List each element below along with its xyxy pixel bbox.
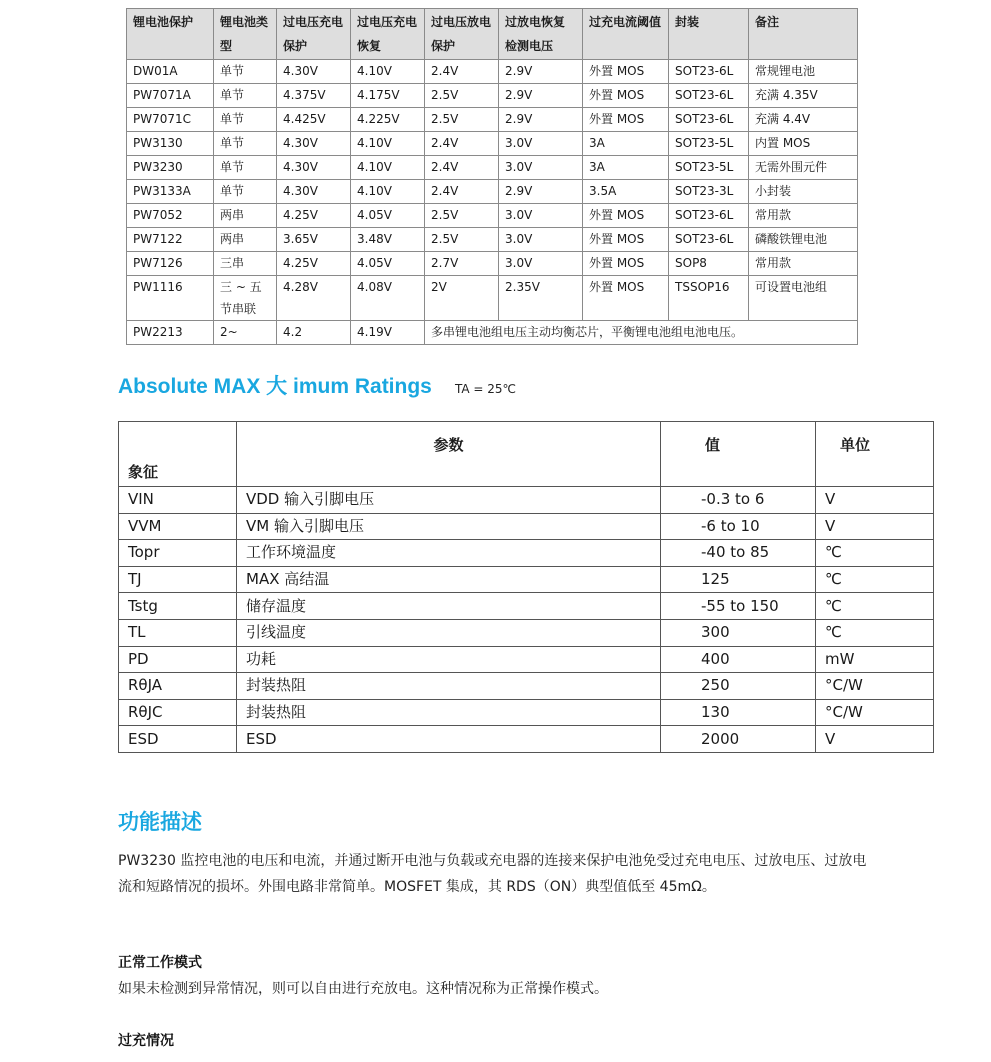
table-cell: 充满 4.4V [749, 108, 858, 132]
table-row [127, 252, 858, 276]
header-cell: 备注 [749, 9, 858, 60]
rating-unit-cell: mW [816, 646, 934, 673]
table-row [127, 204, 858, 228]
rating-value-cell: 300 [661, 619, 816, 646]
table-cell: 常规锂电池 [749, 60, 858, 84]
table-row [119, 513, 934, 540]
table-cell: 2.7V [425, 252, 499, 276]
rating-symbol-cell: TJ [119, 566, 237, 593]
header-value: 值 [661, 422, 816, 487]
table-cell: 3.5A [583, 180, 669, 204]
table-cell: 3A [583, 156, 669, 180]
rating-param-cell: VDD 输入引脚电压 [237, 487, 661, 514]
table-row [127, 228, 858, 252]
rating-unit-cell: ℃ [816, 566, 934, 593]
table-row [119, 619, 934, 646]
header-cell: 封装 [669, 9, 749, 60]
rating-symbol-cell: ESD [119, 726, 237, 753]
table-row [119, 673, 934, 700]
table-cell: 内置 MOS [749, 132, 858, 156]
table-cell: SOT23-6L [669, 108, 749, 132]
table-cell: 3.65V [277, 228, 351, 252]
table-cell: PW1116 [127, 276, 214, 321]
rating-param-cell: 储存温度 [237, 593, 661, 620]
table-cell: 4.30V [277, 180, 351, 204]
header-cell: 锂电池类型 [214, 9, 277, 60]
rating-value-cell: 250 [661, 673, 816, 700]
rating-param-cell: 工作环境温度 [237, 540, 661, 567]
absolute-max-ratings-table [118, 421, 934, 753]
table-cell: SOT23-5L [669, 132, 749, 156]
table-cell: 2.5V [425, 108, 499, 132]
table-cell-note: 多串锂电池组电压主动均衡芯片，平衡锂电池组电池电压。 [425, 321, 858, 345]
table-cell: 单节 [214, 180, 277, 204]
rating-value-cell: -0.3 to 6 [661, 487, 816, 514]
rating-param-cell: 封装热阻 [237, 699, 661, 726]
table-cell: 2V [425, 276, 499, 321]
table-row [119, 487, 934, 514]
rating-symbol-cell: VIN [119, 487, 237, 514]
table-cell: 2.5V [425, 228, 499, 252]
rating-param-cell: 封装热阻 [237, 673, 661, 700]
table-cell: 外置 MOS [583, 108, 669, 132]
table-cell: 2.5V [425, 84, 499, 108]
table-cell: SOT23-6L [669, 204, 749, 228]
ratings-heading [118, 370, 516, 400]
table-cell: 4.25V [277, 204, 351, 228]
table-cell: 4.30V [277, 132, 351, 156]
table-cell: PW2213 [127, 321, 214, 345]
header-cell: 过充电流阈值 [583, 9, 669, 60]
table-cell: 2.4V [425, 156, 499, 180]
rating-unit-cell: ℃ [816, 619, 934, 646]
table-cell: 2.9V [499, 108, 583, 132]
table-cell: PW3133A [127, 180, 214, 204]
rating-symbol-cell: TL [119, 619, 237, 646]
header-cell: 过电压充电保护 [277, 9, 351, 60]
table-row [119, 726, 934, 753]
table-cell: SOP8 [669, 252, 749, 276]
table-header-row [127, 9, 858, 60]
table-row [127, 84, 858, 108]
rating-unit-cell: ℃ [816, 593, 934, 620]
table-cell: 4.2 [277, 321, 351, 345]
table-cell: 3A [583, 132, 669, 156]
table-cell: 常用款 [749, 204, 858, 228]
table-cell: 外置 MOS [583, 84, 669, 108]
table-cell: 4.225V [351, 108, 425, 132]
table-cell: 4.25V [277, 252, 351, 276]
table-cell: 外置 MOS [583, 60, 669, 84]
table-cell: 4.30V [277, 156, 351, 180]
rating-unit-cell: V [816, 513, 934, 540]
normal-mode-title: 正常工作模式 [118, 955, 202, 971]
rating-unit-cell: °C/W [816, 673, 934, 700]
table-cell: 4.10V [351, 156, 425, 180]
rating-param-cell: MAX 高结温 [237, 566, 661, 593]
rating-symbol-cell: Topr [119, 540, 237, 567]
rating-symbol-cell: PD [119, 646, 237, 673]
normal-mode-text: 如果未检测到异常情况，则可以自由进行充放电。这种情况称为正常操作模式。 [118, 981, 608, 997]
protection-ic-table [126, 8, 858, 345]
table-cell: 2.35V [499, 276, 583, 321]
rating-param-cell: ESD [237, 726, 661, 753]
table-cell: 单节 [214, 156, 277, 180]
table-row [119, 593, 934, 620]
table-row [127, 156, 858, 180]
function-description-title: 功能描述 [118, 810, 202, 834]
table-cell: 4.30V [277, 60, 351, 84]
header-cell: 过放电恢复检测电压 [499, 9, 583, 60]
table-cell: SOT23-6L [669, 228, 749, 252]
table-cell: 4.10V [351, 60, 425, 84]
table-cell: PW7126 [127, 252, 214, 276]
table-cell: 两串 [214, 204, 277, 228]
table-cell: 4.10V [351, 180, 425, 204]
table-cell: SOT23-3L [669, 180, 749, 204]
table-cell: PW7122 [127, 228, 214, 252]
table-cell: 2.5V [425, 204, 499, 228]
header-cell: 锂电池保护 [127, 9, 214, 60]
table-cell: 外置 MOS [583, 252, 669, 276]
table-row [127, 180, 858, 204]
table-cell: 2.9V [499, 60, 583, 84]
table-row [127, 321, 858, 345]
table-cell: 三串 [214, 252, 277, 276]
table-cell: 外置 MOS [583, 228, 669, 252]
table-cell: 3.0V [499, 204, 583, 228]
table-cell: 充满 4.35V [749, 84, 858, 108]
table-cell: 常用款 [749, 252, 858, 276]
ratings-condition: TA = 25℃ [454, 382, 516, 396]
table-row [119, 699, 934, 726]
rating-symbol-cell: RθJC [119, 699, 237, 726]
table-cell: 两串 [214, 228, 277, 252]
table-cell: SOT23-6L [669, 84, 749, 108]
table-cell: 外置 MOS [583, 276, 669, 321]
rating-unit-cell: V [816, 487, 934, 514]
rating-symbol-cell: VVM [119, 513, 237, 540]
header-cell: 过电压充电恢复 [351, 9, 425, 60]
table-cell: 4.05V [351, 252, 425, 276]
table-cell: 三 ~ 五节串联 [214, 276, 277, 321]
table-cell: PW3230 [127, 156, 214, 180]
header-unit: 单位 [816, 422, 934, 487]
rating-value-cell: 130 [661, 699, 816, 726]
table-cell: 2.4V [425, 132, 499, 156]
table-cell: PW7052 [127, 204, 214, 228]
table-row [119, 540, 934, 567]
table-row [127, 108, 858, 132]
header-symbol: 象征 [119, 422, 237, 487]
rating-param-cell: 引线温度 [237, 619, 661, 646]
rating-unit-cell: V [816, 726, 934, 753]
table-cell: DW01A [127, 60, 214, 84]
table-cell: 单节 [214, 132, 277, 156]
rating-param-cell: 功耗 [237, 646, 661, 673]
table-cell: 磷酸铁锂电池 [749, 228, 858, 252]
table-cell: 4.375V [277, 84, 351, 108]
table-cell: 4.10V [351, 132, 425, 156]
table-cell: 3.0V [499, 156, 583, 180]
table-cell: TSSOP16 [669, 276, 749, 321]
table-cell: 单节 [214, 108, 277, 132]
rating-value-cell: 125 [661, 566, 816, 593]
table-cell: 2.4V [425, 60, 499, 84]
table-row [127, 60, 858, 84]
table-cell: SOT23-5L [669, 156, 749, 180]
table-cell: 4.175V [351, 84, 425, 108]
table-cell: PW7071C [127, 108, 214, 132]
table-cell: 4.28V [277, 276, 351, 321]
rating-value-cell: -40 to 85 [661, 540, 816, 567]
table-cell: 无需外围元件 [749, 156, 858, 180]
rating-value-cell: -6 to 10 [661, 513, 816, 540]
table-cell: SOT23-6L [669, 60, 749, 84]
table-row [119, 566, 934, 593]
overcharge-title: 过充情况 [118, 1033, 174, 1049]
table-cell: 4.425V [277, 108, 351, 132]
table-cell: 小封装 [749, 180, 858, 204]
table-cell: 3.0V [499, 132, 583, 156]
table-cell: 2~ [214, 321, 277, 345]
header-parameter: 参数 [237, 422, 661, 487]
function-description-paragraph: PW3230 监控电池的电压和电流，并通过断开电池与负载或充电器的连接来保护电池免受过充电电压、过放电压、过放电流和短路情况的损坏。外围电路非常简单。MOSFET 集成，其 RDS（ON）典型值低至 45mΩ。 [118, 853, 867, 895]
table-row [127, 276, 858, 321]
table-body [127, 60, 858, 321]
table-cell: 3.0V [499, 228, 583, 252]
table-cell: 4.08V [351, 276, 425, 321]
table-cell: 外置 MOS [583, 204, 669, 228]
rating-value-cell: 400 [661, 646, 816, 673]
table-cell: 3.48V [351, 228, 425, 252]
table-body [119, 487, 934, 753]
table-cell: 4.19V [351, 321, 425, 345]
table-cell: 3.0V [499, 252, 583, 276]
table-cell: 2.9V [499, 84, 583, 108]
rating-unit-cell: ℃ [816, 540, 934, 567]
rating-value-cell: 2000 [661, 726, 816, 753]
table-cell: 单节 [214, 60, 277, 84]
rating-unit-cell: °C/W [816, 699, 934, 726]
rating-value-cell: -55 to 150 [661, 593, 816, 620]
table-row [127, 132, 858, 156]
table-cell: 2.9V [499, 180, 583, 204]
table-cell: 2.4V [425, 180, 499, 204]
table-cell: PW7071A [127, 84, 214, 108]
rating-symbol-cell: Tstg [119, 593, 237, 620]
header-cell: 过电压放电保护 [425, 9, 499, 60]
rating-param-cell: VM 输入引脚电压 [237, 513, 661, 540]
ratings-title: Absolute MAX 大 imum Ratings [118, 375, 432, 398]
table-cell: PW3130 [127, 132, 214, 156]
rating-symbol-cell: RθJA [119, 673, 237, 700]
table-cell: 4.05V [351, 204, 425, 228]
table-cell: 单节 [214, 84, 277, 108]
table-header-row [119, 422, 934, 487]
table-cell: 可设置电池组 [749, 276, 858, 321]
table-row [119, 646, 934, 673]
